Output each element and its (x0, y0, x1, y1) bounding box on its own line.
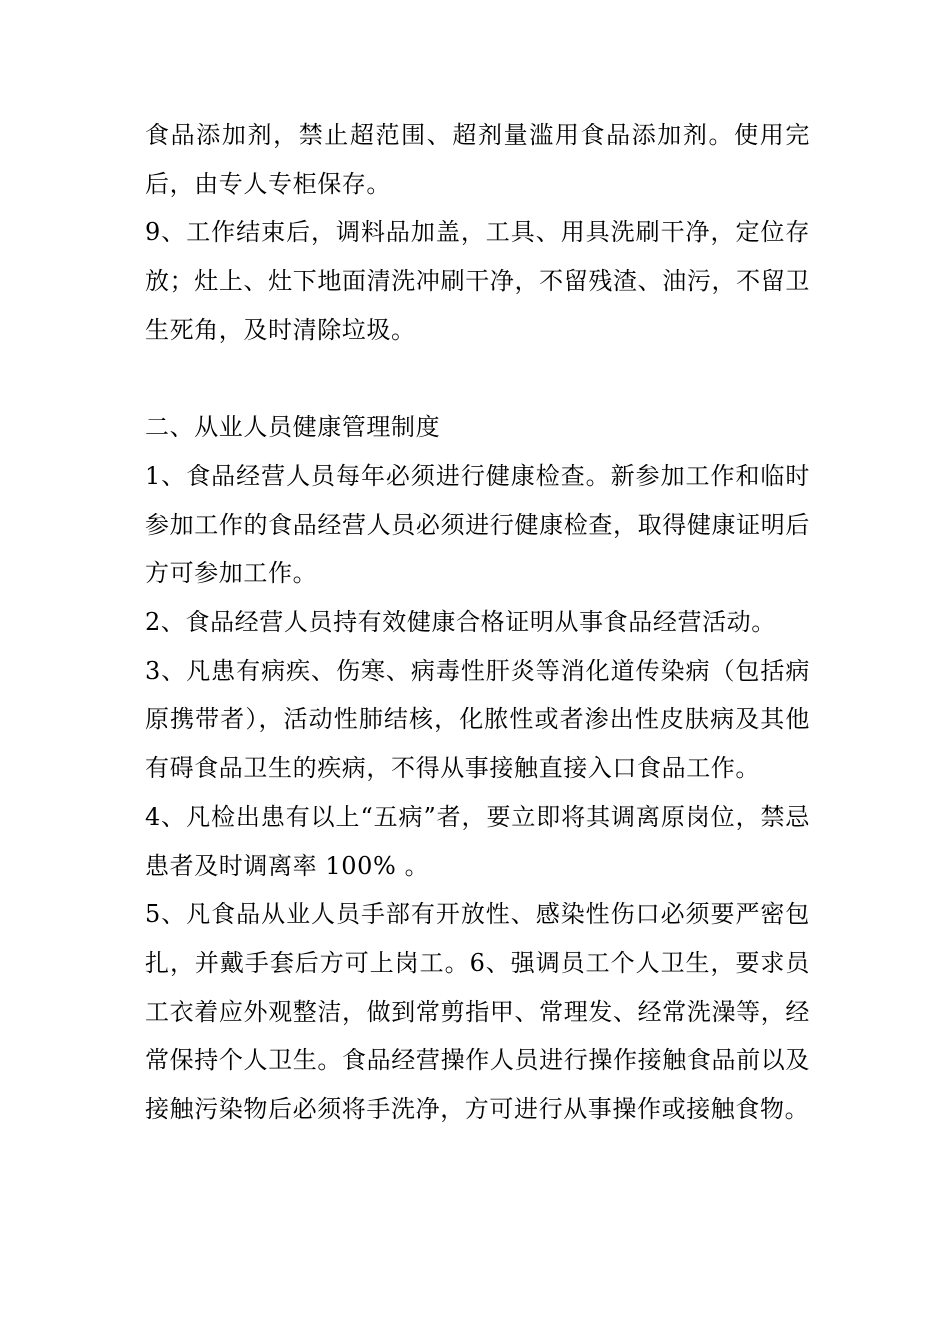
section-spacer (145, 355, 810, 404)
paragraph-item-3: 3、凡患有病疾、伤寒、病毒性肝炎等消化道传染病（包括病原携带者），活动性肺结核，化脓性或者渗出性皮肤病及其他有碍食品卫生的疾病，不得从事接触直接入口食品工作。 (145, 656, 810, 783)
paragraph-item-1: 1、食品经营人员每年必须进行健康检查。新参加工作和临时参加工作的食品经营人员必须进行健康检查，取得健康证明后方可参加工作。 (145, 461, 810, 588)
paragraph-item-2: 2、食品经营人员持有效健康合格证明从事食品经营活动。 (145, 608, 776, 637)
paragraph-item-4: 4、凡检出患有以上“五病”者，要立即将其调离原岗位，禁忌患者及时调离率 100% 。 (145, 802, 810, 880)
paragraph-food-additives: 食品添加剂，禁止超范围、超剂量滥用食品添加剂。使用完后，由专人专柜保存。 (145, 121, 810, 198)
paragraph-item-9: 9、工作结束后，调料品加盖，工具、用具洗刷干净，定位存放；灶上、灶下地面清洗冲刷干净，不留残渣、油污，不留卫生死角，及时清除垃圾。 (145, 218, 810, 344)
section-heading: 二、从业人员健康管理制度 (145, 413, 441, 442)
document-body (145, 111, 810, 1134)
paragraph-item-5-6: 5、凡食品从业人员手部有开放性、感染性伤口必须要严密包扎，并戴手套后方可上岗工。6、强调员工个人卫生，要求员工衣着应外观整洁，做到常剪指甲、常理发、经常洗澡等，经常保持个人卫生。食品经营操作人员进行操作接触食品前以及接触污染物后必须将手洗净，方可进行从事操作或接触食物。 (145, 900, 810, 1124)
